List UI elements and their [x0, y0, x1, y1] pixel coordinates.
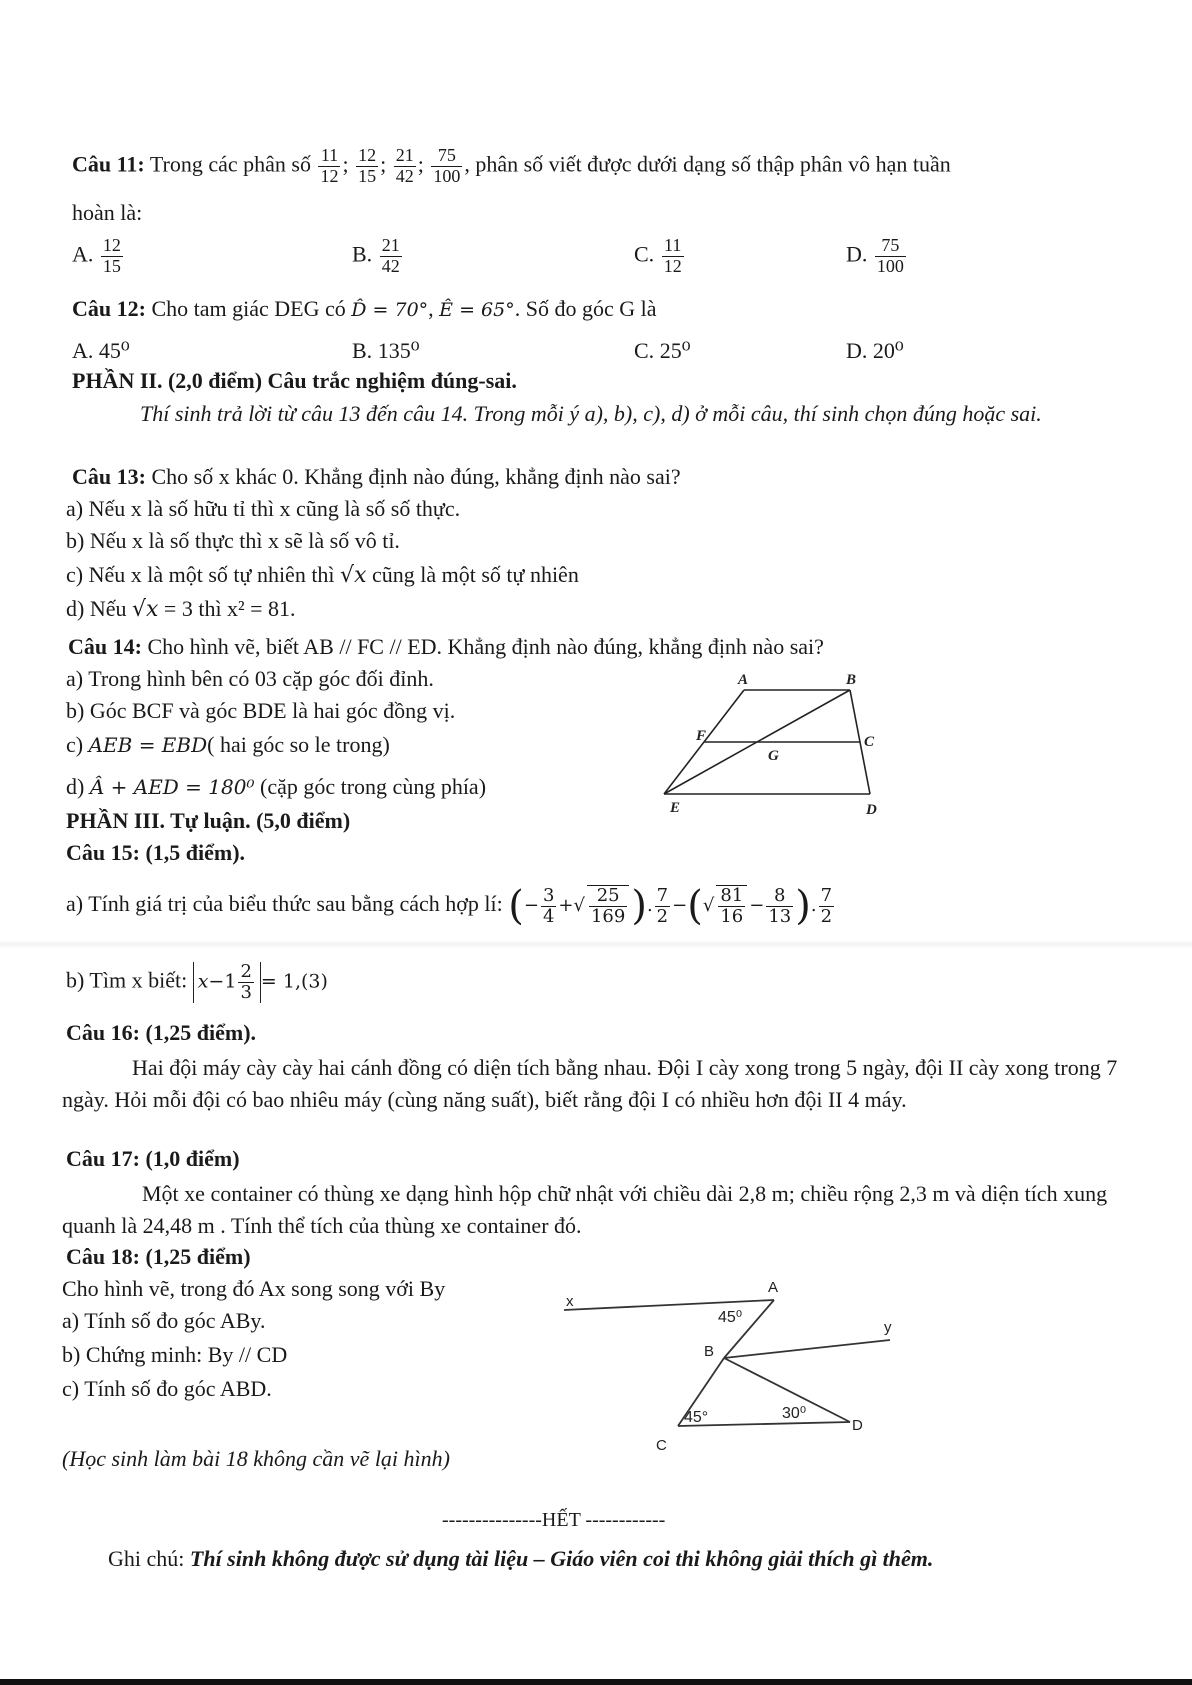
q11-text-before: Trong các phân số: [149, 151, 311, 177]
label-e: E: [670, 800, 681, 816]
q15-b: b) Tìm x biết: x−1 $\frac{2}{3}$ = 1,(3): [66, 961, 328, 1003]
label-d: D: [852, 1417, 863, 1434]
q11-fraction: $\frac{75}{100}$: [433, 145, 461, 186]
q13-a: a) Nếu x là số hữu tỉ thì x cũng là số số thực.: [66, 496, 461, 521]
q18-note: (Học sinh làm bài 18 không cần vẽ lại hình): [62, 1446, 450, 1471]
label-f: F: [696, 728, 707, 744]
q11-option-c: C. $\frac{11}{12}$: [634, 235, 682, 276]
q16-text: Hai đội máy cày cày hai cánh đồng có diện tích bằng nhau. Đội I cày xong trong 5 ngày, đội II cày xong trong 7 ngày. Hỏi mỗi đội có bao nhiêu máy (cùng năng suất), biết rằng đội I có nhiều hơn đội II 4 máy.: [62, 1055, 1118, 1112]
q13-d: d) Nếu √x = 3 thì x² = 81.: [66, 596, 296, 622]
label-y: y: [884, 1319, 892, 1336]
q17-label: Câu 17: (1,0 điểm): [66, 1146, 240, 1171]
label-x: x: [566, 1293, 574, 1310]
q12-option-a: A. 45⁰: [72, 338, 130, 363]
q17-text: Một xe container có thùng xe dạng hình hộp chữ nhật với chiều dài 2,8 m; chiều rộng 2,3 m và diện tích xung quanh là 24,48 m . Tính thể tích của thùng xe container đó.: [62, 1181, 1108, 1238]
q13-line: Câu 13: Cho số x khác 0. Khẳng định nào đúng, khẳng định nào sai?: [72, 464, 681, 489]
q11-option-d: D. $\frac{75}{100}$: [846, 235, 904, 276]
q12-option-b: B. 135⁰: [352, 338, 420, 363]
q16-label: Câu 16: (1,25 điểm).: [66, 1020, 257, 1045]
label-b: B: [704, 1343, 715, 1360]
q11-fraction: $\frac{12}{15}$: [358, 145, 377, 186]
label-g: G: [768, 748, 779, 764]
q18-figure: [560, 1270, 900, 1460]
q12-angle-d: D̂ = 70°: [351, 299, 429, 321]
label-c: C: [864, 734, 875, 750]
q18-label: Câu 18: (1,25 điểm): [66, 1244, 251, 1269]
q14-c: c) AEB = EBD( hai góc so le trong): [66, 732, 390, 757]
q11-line1: Câu 11: Trong các phân số $\frac{11}{12}$ ; $\frac{12}{15}$ ; $\frac{21}{42}$ ; $\frac{75}{100}$ , phân số viết được dưới dạng số thập phân vô hạn tuần: [72, 145, 951, 186]
q14-b: b) Góc BCF và góc BDE là hai góc đồng vị.: [66, 698, 456, 723]
q18-c: c) Tính số đo góc ABD.: [62, 1376, 272, 1401]
q11-fraction: $\frac{21}{42}$: [395, 145, 414, 186]
scan-artifact: [0, 940, 1192, 948]
q11-text-after: , phân số viết được dưới dạng số thập phân vô hạn tuần: [464, 151, 951, 177]
label-a: A: [738, 672, 749, 688]
label-b: B: [846, 672, 857, 688]
q11-label: Câu 11:: [72, 151, 145, 177]
end-marker: ---------------HẾT ------------: [442, 1509, 666, 1531]
q12-option-d: D. 20⁰: [846, 338, 904, 363]
label-c: C: [656, 1437, 667, 1454]
q15-label: Câu 15: (1,5 điểm).: [66, 840, 246, 865]
q12-label: Câu 12:: [72, 296, 146, 321]
q12-option-c: C. 25⁰: [634, 338, 691, 363]
q13-c: c) Nếu x là một số tự nhiên thì √x cũng là một số tự nhiên: [66, 562, 579, 588]
q12-angle-e: Ê = 65°: [439, 299, 515, 321]
q11-fraction: $\frac{11}{12}$: [320, 145, 339, 186]
q11-option-b: B. $\frac{21}{42}$: [352, 235, 400, 276]
q13-b: b) Nếu x là số thực thì x sẽ là số vô tỉ.: [66, 528, 400, 553]
q14-a: a) Trong hình bên có 03 cặp góc đối đỉnh.: [66, 666, 434, 691]
part3-heading: PHẦN III. Tự luận. (5,0 điểm): [66, 808, 351, 833]
q14-d: d) Â + AED = 180⁰ (cặp góc trong cùng phía): [66, 774, 487, 799]
angle-d-label: 30⁰: [782, 1405, 807, 1422]
q14-line: Câu 14: Cho hình vẽ, biết AB // FC // ED. Khẳng định nào đúng, khẳng định nào sai?: [68, 634, 824, 659]
q11-line2: hoàn là:: [72, 200, 143, 225]
q18-a: a) Tính số đo góc ABy.: [62, 1308, 266, 1333]
part2-heading: PHẦN II. (2,0 điểm) Câu trắc nghiệm đúng-sai.: [72, 368, 517, 393]
label-a: A: [768, 1279, 779, 1296]
angle-c-label: 45°: [684, 1409, 709, 1426]
part2-instruction: Thí sinh trả lời từ câu 13 đến câu 14. Trong mỗi ý a), b), c), d) ở mỗi câu, thí sinh chọn đúng hoặc sai.: [140, 401, 1042, 426]
q14-figure: [660, 668, 900, 828]
q15-a: a) Tính giá trị của biểu thức sau bằng cách hợp lí: (− $\frac{3}{4}$ +√ $\frac{25}{169}$ ). $\frac{7}{2}$ −(√ $\frac{81}{16}$ − $\frac{8}{13}$ ). $\frac{7}{2}$: [66, 883, 833, 929]
footer-note: Ghi chú: Thí sinh không được sử dụng tài liệu – Giáo viên coi thi không giải thích gì thêm.: [108, 1546, 934, 1571]
ray-by: [724, 1340, 890, 1358]
bottom-edge: [0, 1679, 1192, 1685]
angle-a-label: 45⁰: [718, 1309, 743, 1326]
q18-intro: Cho hình vẽ, trong đó Ax song song với By: [62, 1276, 446, 1301]
ray-ax: [564, 1300, 774, 1310]
label-d: D: [866, 802, 877, 818]
q12-line: Câu 12: Cho tam giác DEG có D̂ = 70°, Ê = 65°. Số đo góc G là: [72, 296, 657, 321]
q18-b: b) Chứng minh: By // CD: [62, 1342, 288, 1367]
q11-option-a: A. $\frac{12}{15}$: [72, 235, 121, 276]
